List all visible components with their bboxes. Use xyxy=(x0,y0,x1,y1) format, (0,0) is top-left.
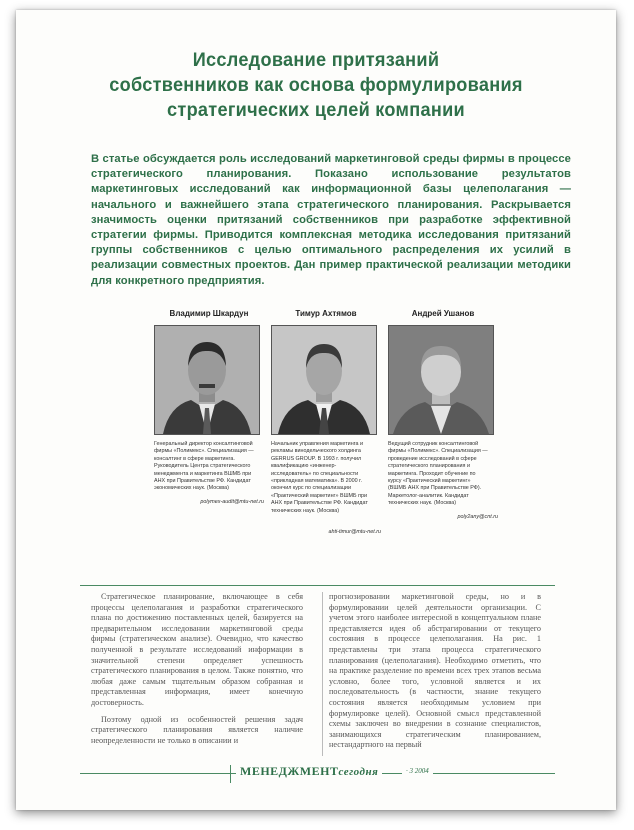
body-paragraph: Стратегическое планирование, включающее в себя процессы целеполагания и разработки стратегического плана по достижению поставленных целей, базируется на предварительном исследовании маркетинговой среды фирмы (стратегическом анализе). Очевидно, что качество полученной в результате исследований информации в значительной степени определяет успешность стратегического планирования в целом. Также понятно, что любая даже самым тщательным образом собранная и представленная информация, имеет конечную достоверность. xyxy=(91,592,303,707)
author-card-2 xyxy=(271,308,381,535)
author-bio: Ведущий сотрудник консалтинговой фирмы «Полимекс». Специализация — проведение исследований в сфере стратегического планирования и маркетинга. Проходит обучение по курсу «Практический маркетинг» (ВШМБ АНХ при Правительстве РФ). Маркетолог-аналитик. Кандидат технических наук. (Москва) xyxy=(388,441,488,507)
title-line-1: Исследование притязаний xyxy=(192,49,440,71)
page-footer xyxy=(80,762,555,786)
author-name: Владимир Шкардун xyxy=(169,309,249,318)
body-column-right xyxy=(329,592,541,751)
author-name: Андрей Ушанов xyxy=(411,309,475,318)
author-photo xyxy=(271,325,377,435)
author-email: poly2any@cnt.ru xyxy=(457,513,498,520)
body-paragraph: прогнозировании маркетинговой среды, но и в формулировании целей деятельности организации. С учетом этого наиболее интересной в концептуальном плане представляется идея об абстрагировании от текущего состояния в процессе целеполагания. На рис. 1 представлены три этапа процесса стратегического планирования (целеполагания). Необходимо отметить, что на практике разделение по времени всех трех этапов весьма условно, более того, условной является и их последовательность (в частности, знание текущего состояния является необходимым условием при формулировке целей). Основной смысл представленной схемы заключен во внедрении в сознание специалистов, занимающихся стратегическим планированием, нестандартного на первый xyxy=(329,592,541,750)
author-name: Тимур Ахтямов xyxy=(295,309,357,318)
author-bio: Начальник управления маркетинга и рекламы винодельческого холдинга GERRUS GROUP. В 1993 г. получил квалификацию «инженер-исследователь» по специальности «прикладная математика». В 2000 г. окончил курс по специализации «Практический маркетинг» ВШМБ при АНХ при Правительстве РФ. Кандидат технических наук. (Москва) xyxy=(271,441,368,514)
brand-sub: сегодня xyxy=(338,766,379,778)
portrait-image xyxy=(155,326,259,434)
author-email: polymex-audit@mtu-net.ru xyxy=(200,498,264,505)
author-email: ahti-timur@mtu-net.ru xyxy=(328,529,381,536)
author-photo xyxy=(388,325,494,435)
issue-number: · 3 2004 xyxy=(402,767,433,775)
author-card-1 xyxy=(154,308,264,505)
title-line-3: стратегических целей компании xyxy=(167,99,465,121)
column-rule xyxy=(322,592,323,756)
title-line-2: собственников как основа формулирования xyxy=(109,74,523,96)
magazine-page xyxy=(16,10,616,810)
portrait-image xyxy=(272,326,376,434)
footer-mark xyxy=(230,765,231,783)
author-card-3 xyxy=(388,308,498,520)
magazine-brand xyxy=(236,764,382,779)
body-paragraph: Поэтому одной из особенностей решения задач стратегического планирования является наличие неопределенности не только в описании и xyxy=(91,714,303,745)
portrait-image xyxy=(389,326,493,434)
body-column-left xyxy=(91,592,303,746)
section-divider xyxy=(80,585,555,586)
brand-main: МЕНЕДЖМЕНТ xyxy=(240,764,339,778)
article-lead: В статье обсуждается роль исследований маркетинговой среды фирмы в процессе стратегического планирования. Показано использование результатов маркетинговых исследований как информационной базы целеполагания — начального и важнейшего этапа стратегического планирования. Раскрывается значимость оценки притязаний собственников при разработке эффективной стратегии фирмы. Приводится комплексная методика исследования притязаний группы собственников с целью оптимального распределения их усилий в реализации совместных проектов. Дан пример практической реализации методики для конкретного предприятия. xyxy=(91,153,571,287)
author-bio: Генеральный директор консалтинговой фирмы «Полимекс». Специализация — консалтинг в сфере маркетинга. Руководитель Центра стратегического менеджмента и маркетинга ВШМБ при АНХ при Правительстве РФ. Кандидат экономических наук. (Москва) xyxy=(154,441,254,492)
article-title xyxy=(74,48,558,123)
author-photo xyxy=(154,325,260,435)
